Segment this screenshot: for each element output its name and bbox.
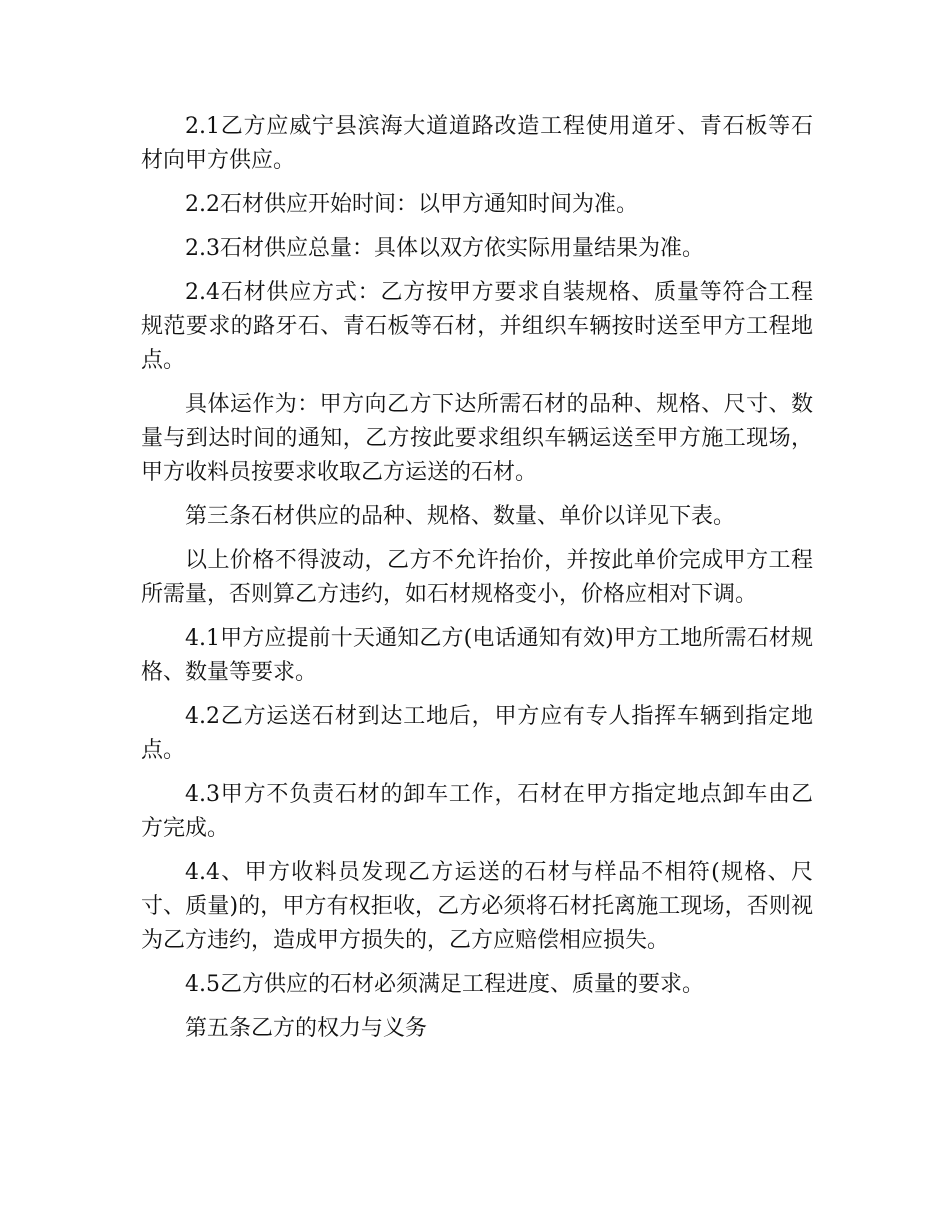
paragraph-2-4: 2.4石材供应方式：乙方按甲方要求自装规格、质量等符合工程规范要求的路牙石、青石板等石材，并组织车辆按时送至甲方工程地点。 (141, 280, 813, 373)
paragraph-price-note: 以上价格不得波动，乙方不允许抬价，并按此单价完成甲方工程所需量，否则算乙方违约，如石材规格变小，价格应相对下调。 (141, 548, 813, 607)
paragraph-2-2: 2.2石材供应开始时间：以甲方通知时间为准。 (185, 192, 638, 217)
paragraph-4-4: 4.4、甲方收料员发现乙方运送的石材与样品不相符(规格、尺寸、质量)的，甲方有权拒收，乙方必须将石材托离施工现场，否则视为乙方违约，造成甲方损失的，乙方应赔偿相应损失。 (141, 860, 813, 953)
paragraph-4-3: 4.3甲方不负责石材的卸车工作，石材在甲方指定地点卸车由乙方完成。 (141, 782, 813, 841)
paragraph-4-1: 4.1甲方应提前十天通知乙方(电话通知有效)甲方工地所需石材规格、数量等要求。 (141, 626, 813, 685)
paragraph-2-1: 2.1乙方应威宁县滨海大道道路改造工程使用道牙、青石板等石材向甲方供应。 (141, 114, 813, 173)
document-body (141, 110, 813, 1056)
paragraph-4-5: 4.5乙方供应的石材必须满足工程进度、质量的要求。 (185, 972, 704, 997)
paragraph-article-5: 第五条乙方的权力与义务 (185, 1016, 428, 1041)
paragraph-operation: 具体运作为：甲方向乙方下达所需石材的品种、规格、尺寸、数量与到达时间的通知，乙方按此要求组织车辆运送至甲方施工现场，甲方收料员按要求收取乙方运送的石材。 (141, 392, 813, 485)
paragraph-article-3: 第三条石材供应的品种、规格、数量、单价以详见下表。 (185, 504, 736, 529)
paragraph-4-2: 4.2乙方运送石材到达工地后，甲方应有专人指挥车辆到指定地点。 (141, 704, 813, 763)
paragraph-2-3: 2.3石材供应总量：具体以双方依实际用量结果为准。 (185, 236, 704, 261)
